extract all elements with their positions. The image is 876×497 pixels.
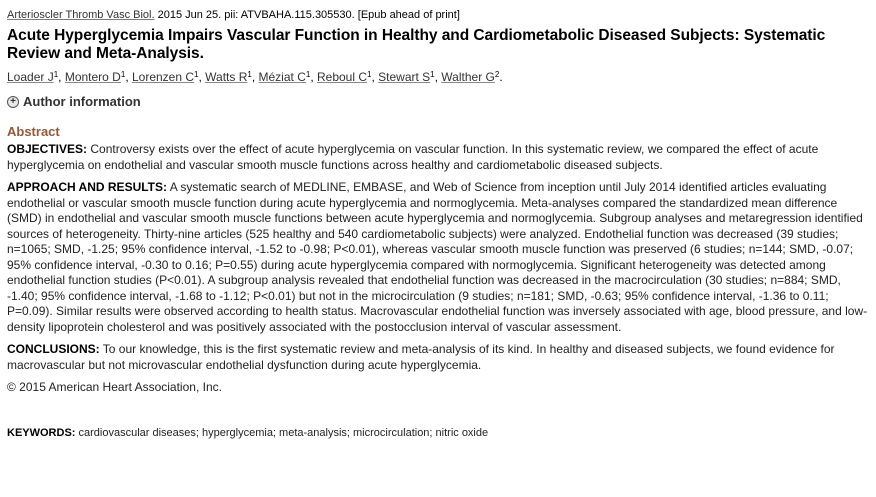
conclusions-text: To our knowledge, this is the first systematic review and meta-analysis of its kind. In healthy and diseased subjects, we found evidence for macrovascular but not microvascular endothelial dysfunction during acute hyperglycemia. xyxy=(7,342,835,372)
objectives-text: Controversy exists over the effect of acute hyperglycemia on vascular function. In this systematic review, we compared the effect of acute hyperglycemia on endothelial and vascular smooth muscle functions across healthy and cardiometabolic diseased subjects. xyxy=(7,142,819,172)
journal-link[interactable]: Arterioscler Thromb Vasc Biol. xyxy=(7,9,155,21)
author-link[interactable]: Lorenzen C xyxy=(131,70,195,84)
author-list: Loader $J^1$, Montero $D^1$, Lorenzen $C^1$, Watts $R^1$, Méziat $C^1$, Reboul $C^1$, Stewart $S^1$, Walther $G^2$. xyxy=(7,70,503,84)
author-affiliation: 1 xyxy=(194,70,199,79)
expand-plus-icon[interactable]: + xyxy=(7,96,19,108)
author-link[interactable]: Walther G xyxy=(441,70,495,84)
approach-results-section xyxy=(7,180,869,335)
citation-details: 2015 Jun 25. pii: ATVBAHA.115.305530. [Epub ahead of print] xyxy=(154,9,460,21)
author-affiliation: 1 xyxy=(120,70,126,79)
approach-results-label: APPROACH AND RESULTS: xyxy=(7,180,168,194)
author-link[interactable]: Loader J xyxy=(7,70,54,84)
author-affiliation: 2 xyxy=(494,70,500,79)
author-link[interactable]: Méziat C xyxy=(258,70,306,84)
copyright-notice: © 2015 American Heart Association, Inc. xyxy=(7,380,222,394)
author-link[interactable]: Reboul C xyxy=(316,70,368,84)
objectives-label: OBJECTIVES: xyxy=(7,142,88,156)
objectives-section xyxy=(7,142,869,173)
author-affiliation: 1 xyxy=(305,70,311,79)
author-information-label: Author information xyxy=(23,94,141,109)
author-information-toggle[interactable] xyxy=(7,94,869,109)
author-affiliation: 1 xyxy=(367,70,372,79)
conclusions-label: CONCLUSIONS: xyxy=(7,342,100,356)
keywords-text: cardiovascular diseases; hyperglycemia; meta-analysis; microcirculation; nitric oxide xyxy=(75,427,489,439)
keywords-label: KEYWORDS: xyxy=(7,427,76,439)
author-affiliation: 1 xyxy=(247,70,252,79)
author-affiliation: 1 xyxy=(53,70,59,79)
author-link[interactable]: Montero D xyxy=(64,70,121,84)
conclusions-section xyxy=(7,342,869,373)
approach-results-text: A systematic search of MEDLINE, EMBASE, and Web of Science from inception until July 2014 identified articles evaluating endothelial or vascular smooth muscle function during acute hyperglycemia and normoglycemia. Meta-analyses compared the standardized mean difference (SMD) in endothelial and vascular smooth muscle functions between acute hyperglycemia and normoglycemia. Subgroup analyses and metaregression identified sources of heterogeneity. Thirty-nine articles (525 healthy and 540 cardiometabolic subjects) were analyzed. Endothelial function was decreased (39 studies; n=1065; SMD, -1.25; 95% confidence interval, -1.52 to -0.98; P<0.01), whereas vascular smooth muscle function was preserved (6 studies; n=144; SMD, -0.07; 95% confidence interval, -0.30 to 0.16; P=0.55) during acute hyperglycemia compared with normoglycemia. Significant heterogeneity was detected among endothelial function studies (P<0.01). A subgroup analysis revealed that endothelial function was decreased in the macrocirculation (30 studies; n=884; SMD, -1.40; 95% confidence interval, -1.68 to -1.12; P<0.01) but not in the microcirculation (9 studies; n=181; SMD, -0.63; 95% confidence interval, -1.36 to 0.11; P=0.09). Similar results were observed according to health status. Macrovascular endothelial function was inversely associated with age, blood pressure, and low-density lipoprotein cholesterol and was positively associated with the postocclusion interval of vascular assessment. xyxy=(7,180,868,334)
keywords-line xyxy=(7,426,869,440)
author-link[interactable]: Stewart S xyxy=(378,70,431,84)
article-title: Acute Hyperglycemia Impairs Vascular Function in Healthy and Cardiometabolic Diseased Subjects: Systematic Review and Meta-Analysis. xyxy=(7,27,826,62)
author-affiliation: 1 xyxy=(430,70,435,79)
citation-line xyxy=(7,8,869,23)
abstract-heading: Abstract xyxy=(7,124,60,139)
author-link[interactable]: Watts R xyxy=(205,70,248,84)
